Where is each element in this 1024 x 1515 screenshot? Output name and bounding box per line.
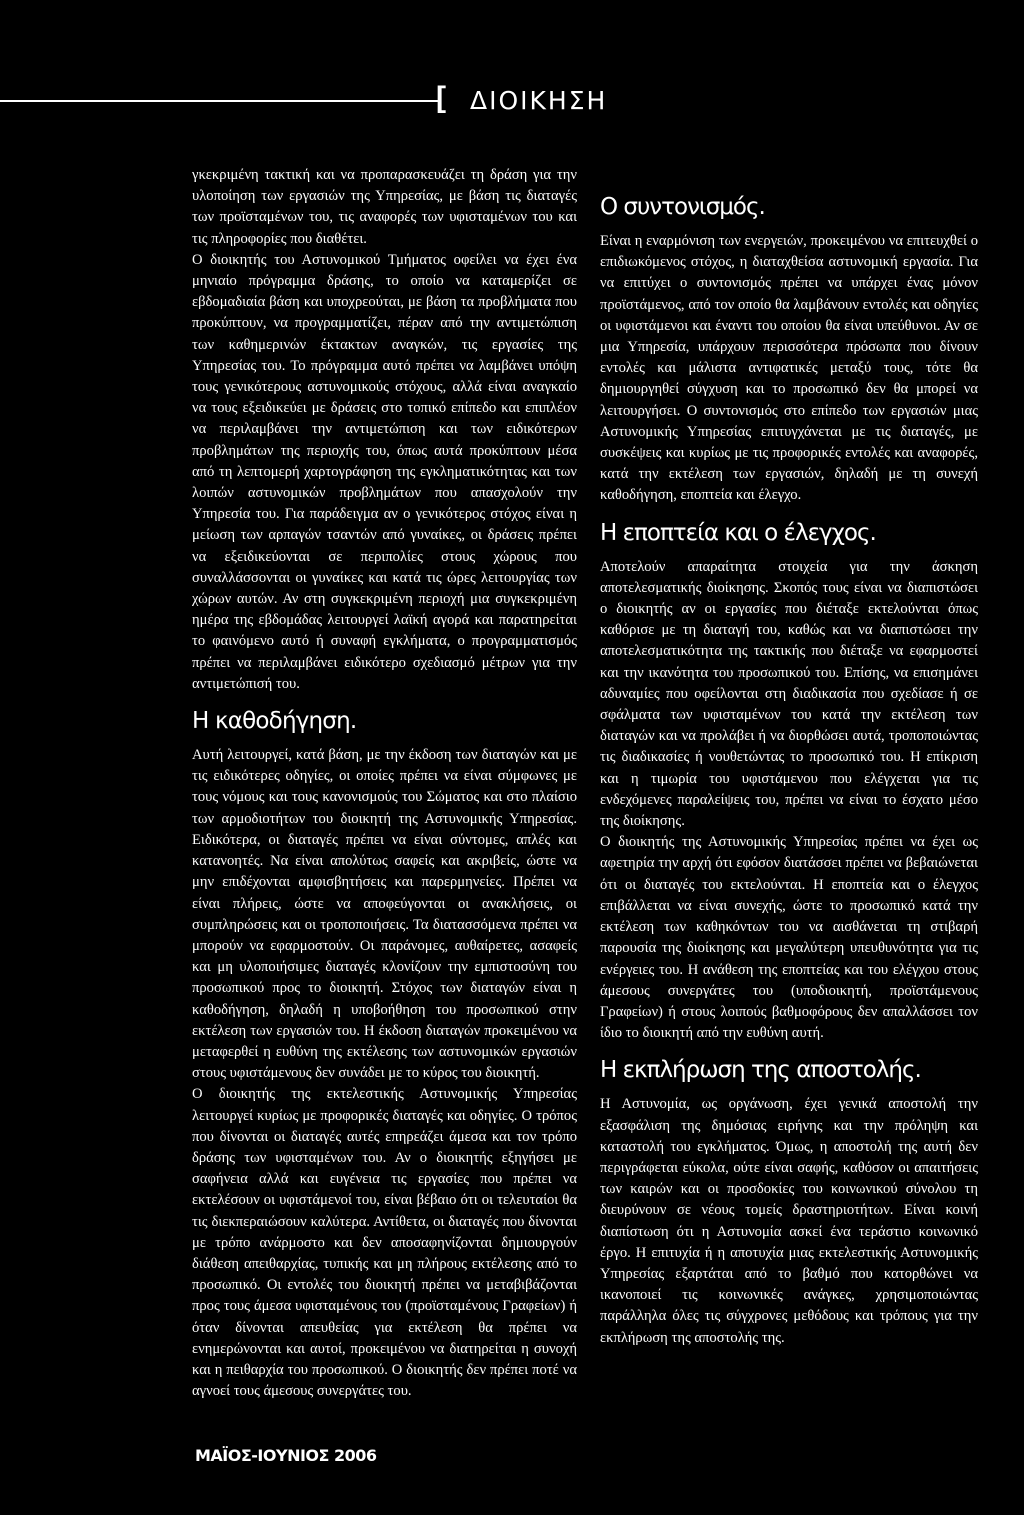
right-column <box>600 165 978 1349</box>
paragraph-intro: γκεκριμένη τακτική και να προπαρασκευάζει τη δράση για την υλοποίηση των εργασιών της Υπηρεσίας, με βάση τις διαταγές των προϊσταμένων του, τις αναφορές των υφισταμένων του και τις πληροφορίες που διαθέτει. <box>192 167 577 247</box>
paragraph-orders: Αυτή λειτουργεί, κατά βάση, με την έκδοση των διαταγών και με τις ειδικότερες οδηγίες, οι οποίες πρέπει να είναι σύμφωνες με τους νόμους και τους κανονισμούς του Σώματος και στο πλαίσιο των αρμοδιοτήτων του διοικητή της Αστυνομικής Υπηρεσίας. Ειδικότερα, οι διαταγές πρέπει να είναι σύντομες, απλές και κατανοητές. Να είναι απολύτως σαφείς και ακριβείς, ώστε να μην επιδέχονται αμφισβητήσεις και παρερμηνείες. Πρέπει να είναι πλήρεις, ώστε να αποφεύγονται οι ανακλήσεις, οι συμπληρώσεις και οι τροποποιήσεις. Τα διατασσόμενα πρέπει να μπορούν να εφαρμοστούν. Οι παράνομες, αυθαίρετες, ασαφείς και μη υλοποιήσιμες διαταγές κλονίζουν την εμπιστοσύνη του προσωπικού προς το διοικητή. Στόχος των διαταγών είναι η καθοδήγηση, δηλαδή η υποβοήθηση του προσωπικού στην εκτέλεση των εργασιών του. Η έκδοση διαταγών προκειμένου να μεταφερθεί η ευθύνη της εκτέλεσης των αστυνομικών εργασιών στους υφιστάμενους δεν συνάδει με το κύρος του διοικητή. <box>192 747 577 1082</box>
heading-supervision: Η εποπτεία και ο έλεγχος. <box>600 519 876 546</box>
left-column <box>192 165 577 1402</box>
header-bracket: [ <box>436 81 446 114</box>
paragraph-control: Ο διοικητής της Αστυνομικής Υπηρεσίας πρέπει να έχει ως αφετηρία την αρχή ότι εφόσον διατάσσει πρέπει να βεβαιώνεται ότι οι διαταγές του εκτελούνται. Η εποπτεία και ο έλεγχος επιβάλλεται να είναι συνεχής, ώστε το προσωπικό κατά την εκτέλεση των καθηκόντων του να αισθάνεται τη στιβαρή παρουσία της διοίκησης και μεγαλύτερη υπευθυνότητα για τις ενέργειες του. Η ανάθεση της εποπτείας και του ελέγχου στους άμεσους συνεργάτες του (υποδιοικητή, προϊστάμενους Γραφείων) ή στους λοιπούς βαθμοφόρους δεν απαλλάσσει τον ίδιο το διοικητή από την ευθύνη αυτή. <box>600 834 978 1042</box>
paragraph-program: Ο διοικητής του Αστυνομικού Τμήματος οφείλει να έχει ένα μηνιαίο πρόγραμμα δράσης, το οποίο να καταμερίζει σε εβδομαδιαία βάση και υποχρεούται, με βάση τα προβλήματα που προκύπτουν, να προγραμματίζει, πέραν από την αντιμετώπιση των καθημερινών έκτακτων αναγκών, τις εργασίες της Υπηρεσίας του. Το πρόγραμμα αυτό πρέπει να λαμβάνει υπόψη τους γενικότερους αστυνομικούς στόχους, αλλά είναι αναγκαίο να τους εξειδικεύει με δράσεις στο τοπικό επίπεδο και επιπλέον να περιλαμβάνει την αντιμετώπιση και των ειδικότερων προβλημάτων της περιοχής του, όπως αυτά προκύπτουν μέσα από τη λεπτομερή χαρτογράφηση της εγκληματικότητας και των λοιπών αστυνομικών προβλημάτων που απασχολούν την Υπηρεσία του. Για παράδειγμα αν ο γενικότερος στόχος είναι η μείωση των αρπαγών τσαντών από γυναίκες, οι δράσεις πρέπει να εξειδικεύονται σε περιπολίες στους χώρους που συναλλάσσονται οι γυναίκες και κατά τις ώρες λειτουργίας των χώρων αυτών. Αν στη συγκεκριμένη περιοχή μια συγκεκριμένη ημέρα της εβδομάδας λειτουργεί λαϊκή αγορά και παρατηρείται το φαινόμενο αυτό ή συναφή εγκλήματα, ο προγραμματισμός πρέπει να περιλαμβάνει ειδικότερο σχεδιασμό μέτρων για την αντιμετώπισή του. <box>192 251 577 692</box>
paragraph-mission: Η Αστυνομία, ως οργάνωση, έχει γενικά αποστολή την εξασφάλιση της δημόσιας ειρήνης και την πρόληψη και καταστολή του εγκλήματος. Όμως, η αποστολή της αυτή δεν περιγράφεται εύκολα, ούτε είναι σαφής, καθόσον οι απαιτήσεις των καιρών και οι προσδοκίες του κοινωνικού σύνολου τη διευρύνουν σε νέους τομείς δραστηριοτήτων. Είναι κοινή διαπίστωση ότι η Αστυνομία ασκεί ένα τεράστιο κοινωνικό έργο. Η επιτυχία ή η αποτυχία μιας εκτελεστικής Αστυνομικής Υπηρεσίας εξαρτάται από το βαθμό που κατορθώνει να ικανοποιεί τις κοινωνικές ανάγκες, χρησιμοποιώντας παράλληλα όλες τις σύγχρονες μεθόδους και τρόπους για την εκπλήρωση της αποστολής της. <box>600 1096 978 1346</box>
paragraph-coordination: Είναι η εναρμόνιση των ενεργειών, προκειμένου να επιτευχθεί ο επιδιωκόμενος στόχος, η διαταχθείσα αστυνομική εργασία. Για να επιτύχει ο συντονισμός πρέπει να υπάρχει ένας μόνον προϊστάμενος, από τον οποίο θα λαμβάνουν εντολές και οδηγίες οι υφιστάμενοι και έναντι του οποίου θα είναι υπεύθυνοι. Αν σε μια Υπηρεσία, υπάρχουν περισσότερα πρόσωπα που δίνουν εντολές και μάλιστα αντιφατικές μεταξύ τους, τότε θα δημιουργηθεί σύγχυση και το προσωπικό δεν θα μπορεί να λειτουργήσει. Ο συντονισμός στο επίπεδο των εργασιών μιας Αστυνομικής Υπηρεσίας επιτυγχάνεται με τις διαταγές, με συσκέψεις και κυρίως με τις προφορικές εντολές και αναφορές, κατά την εκτέλεση των εργασιών, δηλαδή με τη συνεχή καθοδήγηση, εποπτεία και έλεγχο. <box>600 233 978 504</box>
paragraph-verbal-orders: Ο διοικητής της εκτελεστικής Αστυνομικής Υπηρεσίας λειτουργεί κυρίως με προφορικές διαταγές και οδηγίες. Ο τρόπος που δίνονται οι διαταγές αυτές επηρεάζει άμεσα και τον τρόπο δράσης των υφισταμένων του. Αν ο διοικητής εξηγήσει με σαφήνεια αλλά και ευγένεια τις εργασίες που πρέπει να εκτελέσουν οι υφιστάμενοί του, είναι βέβαιο ότι οι τελευταίοι θα τις διεκπεραιώσουν καλύτερα. Αντίθετα, οι διαταγές που δίνονται με τρόπο ανάρμοστο και δεν αποσαφηνίζονται δημιουργούν διάθεση απειθαρχίας, τυπικής και μη πλήρους εκτέλεσης από το προσωπικό. Οι εντολές του διοικητή πρέπει να μεταβιβάζονται προς τους άμεσα υφισταμένους του (προϊσταμένους Γραφείων) ή όταν δίνονται απευθείας για εκτέλεση θα πρέπει να ενημερώνονται και αυτοί, προκειμένου να διατηρείται η συνοχή και η πειθαρχία του προσωπικού. Ο διοικητής δεν πρέπει ποτέ να αγνοεί τους άμεσους συνεργάτες του. <box>192 1086 577 1400</box>
section-title: ΔΙΟΙΚΗΣΗ <box>470 86 608 115</box>
heading-mission: Η εκπλήρωση της αποστολής. <box>600 1057 921 1084</box>
heading-coordination: Ο συντονισμός. <box>600 194 765 220</box>
heading-guidance: Η καθοδήγηση. <box>192 708 357 735</box>
paragraph-supervision: Αποτελούν απαραίτητα στοιχεία για την άσκηση αποτελεσματικής διοίκησης. Σκοπός τους είναι να διαπιστώσει ο διοικητής αν οι εργασίες που διέταξε εκτελούνται όπως καθόρισε με τη διαταγή του, καθώς και να διαπιστώσει την αποτελεσματικότητα της τακτικής που διέταξε να εφαρμοστεί και την ικανότητα του προσωπικού του. Επίσης, να επισημάνει αδυναμίες που οφείλονται στη διαδικασία που σχεδίασε ή σε σφάλματα των υφισταμένων του κατά την εκτέλεση των διαταγών και να προλάβει ή να διορθώσει αυτά, τροποποιώντας τις διαδικασίες ή νουθετώντας το προσωπικό του. Η επίκριση και η τιμωρία του υφιστάμενου που ελέγχεται για τις ενδεχόμενες παραλείψεις του, πρέπει να είναι το έσχατο μέσο της διοίκησης. <box>600 558 978 830</box>
header-rule <box>0 100 438 102</box>
issue-date: ΜΑΪΟΣ-ΙΟΥΝΙΟΣ 2006 <box>195 1446 377 1465</box>
